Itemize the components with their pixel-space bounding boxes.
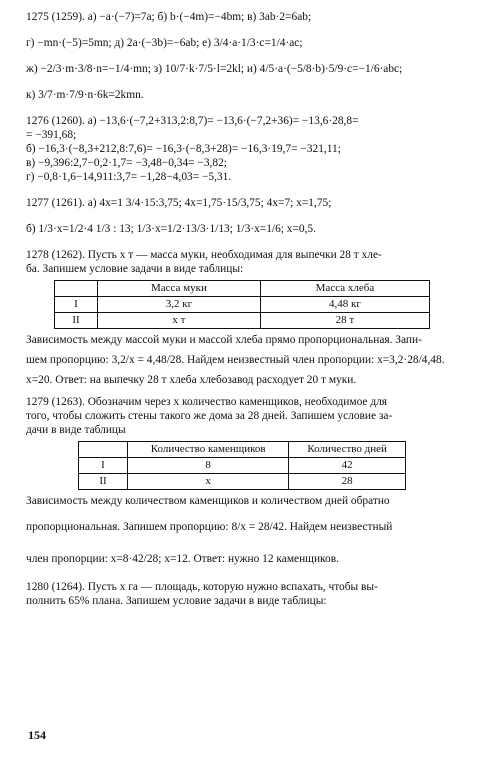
problem-1275-line-3: ж) −2/3·m·3/8·n=−1/4·mn; з) 10/7·k·7/5·l=2kl; и) 4/5·a·(−5/8·b)·5/9·c=−1/6·abc; [26,63,403,75]
table-header-cell: Масса хлеба [260,281,429,297]
table-cell: 4,48 кг [260,297,429,313]
problem-1280-intro-2: полнить 65% плана. Запишем условие задачи в виде таблицы: [26,595,327,607]
problem-1275 [26,10,458,102]
table-cell: 3,2 кг [98,297,261,313]
table-row [55,313,430,329]
problem-1276-line-4: в) −9,396:2,7−0,2·1,7= −3,48−0,34= −3,82; [26,157,227,169]
table-cell: II [55,313,98,329]
problem-1276-line-2: = −391,68; [26,129,77,141]
problem-1278-intro-1: 1278 (1262). Пусть x т — масса муки, необходимая для выпечки 28 т хле- [26,249,382,261]
problem-1277-line-1: 1277 (1261). а) 4x=1 3/4·15:3,75; 4x=1,75·15/3,75; 4x=7; x=1,75; [26,197,332,209]
problem-1279-text-2: пропорциональная. Запишем пропорцию: 8/x = 28/42. Найдем неизвестный [26,521,393,533]
table-header-cell: Масса муки [98,281,261,297]
table-cell: II [79,474,128,490]
problem-1278-text-1: Зависимость между массой муки и массой хлеба прямо пропорциональная. Запи- [26,334,422,346]
problem-1276-line-1: 1276 (1260). а) −13,6·(−7,2+313,2:8,7)= −13,6·(−7,2+36)= −13,6·28,8= [26,115,359,127]
table-cell: x [128,474,289,490]
problem-1280 [26,580,458,608]
table-cell: I [55,297,98,313]
table-cell: 28 [289,474,406,490]
table-row [79,474,406,490]
table-cell: x т [98,313,261,329]
table-cell: 28 т [260,313,429,329]
problem-1279-text-3: член пропорции: x=8·42/28; x=12. Ответ: нужно 12 каменщиков. [26,553,339,565]
problem-1276-line-3: б) −16,3·(−8,3+212,8:7,6)= −16,3·(−8,3+28)= −16,3·19,7= −321,11; [26,143,341,155]
problem-1279-intro-2: того, чтобы сложить стены такого же дома за 28 дней. Запишем условие за- [26,410,393,422]
problem-1276-line-5: г) −0,8·1,6−14,911:3,7= −1,28−4,03= −5,31. [26,171,232,183]
problem-1278-text-3: x=20. Ответ: на выпечку 28 т хлеба хлебозавод расходует 20 т муки. [26,374,357,386]
problem-1279 [26,395,458,566]
problem-1275-line-1: 1275 (1259). а) −а·(−7)=7а; б) b·(−4m)=−4bm; в) 3ab·2=6ab; [26,11,312,23]
problem-1279-text-1: Зависимость между количеством каменщиков и количеством дней обратно [26,495,390,507]
page-number: 154 [28,728,46,742]
table-cell: I [79,458,128,474]
problem-1277 [26,196,458,236]
problem-1279-table [78,441,406,490]
problem-1277-line-2: б) 1/3·x=1/2·4 1/3 : 13; 1/3·x=1/2·13/3·1/13; 1/3·x=1/6; x=0,5. [26,223,316,235]
problem-1275-line-2: г) −mn·(−5)=5mn; д) 2а·(−3b)=−6ab; е) 3/4·a·1/3·c=1/4·ac; [26,37,303,49]
table-header-row [55,281,430,297]
problem-1280-intro-1: 1280 (1264). Пусть x га — площадь, которую нужно вспахать, чтобы вы- [26,581,378,593]
table-header-row [79,442,406,458]
table-cell: 8 [128,458,289,474]
problem-1278-table [54,280,430,329]
problem-1278-text-2: шем пропорцию: 3,2/x = 4,48/28. Найдем неизвестный член пропорции: x=3,2·28/4,48. [26,354,445,366]
table-header-cell: Количество каменщиков [128,442,289,458]
problem-1278-intro-2: ба. Запишем условие задачи в виде таблицы: [26,263,244,275]
table-header-cell [79,442,128,458]
problem-1278 [26,248,458,387]
table-row [55,297,430,313]
problem-1279-intro-3: дачи в виде таблицы [26,424,126,436]
table-row [79,458,406,474]
table-header-cell [55,281,98,297]
problem-1275-line-4: к) 3/7·m·7/9·n·6k=2kmn. [26,89,144,101]
table-cell: 42 [289,458,406,474]
problem-1279-intro-1: 1279 (1263). Обозначим через x количество каменщиков, необходимое для [26,396,388,408]
table-header-cell: Количество дней [289,442,406,458]
problem-1276 [26,114,458,184]
